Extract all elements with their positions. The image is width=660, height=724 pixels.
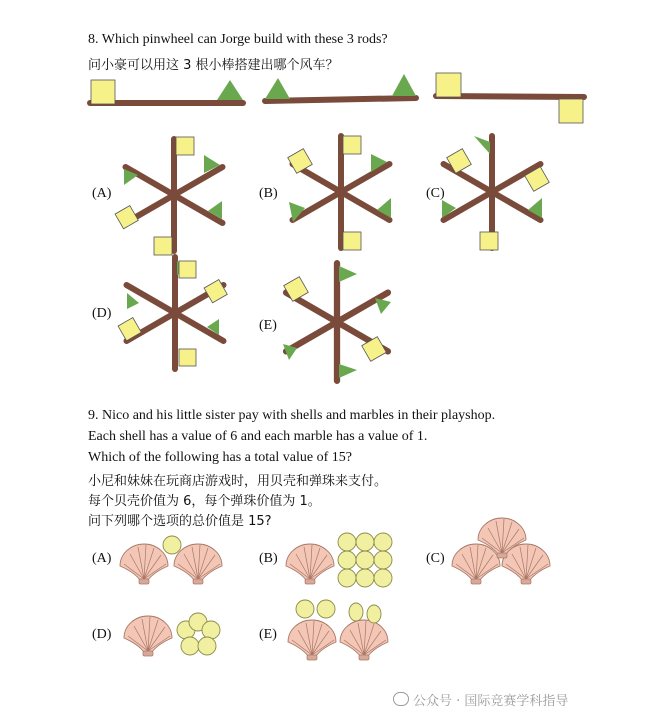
q9-question-line-3: Which of the following has a total value of 15? (88, 450, 352, 465)
q9-question-zh-1: 小尼和妹妹在玩商店游戏时，用贝壳和弹珠来支付。 (88, 474, 388, 489)
watermark (393, 690, 568, 709)
q9-option-e[interactable]: (E) (259, 627, 277, 642)
q9-question-line-1: 9. Nico and his little sister pay with shells and marbles in their playshop. (88, 408, 496, 423)
q8-option-c[interactable]: (C) (426, 186, 445, 201)
q9-option-c[interactable]: (C) (426, 551, 445, 566)
shells-option-c (452, 518, 550, 584)
q9-question-zh-2: 每个贝壳价值为 6，每个弹珠价值为 1。 (88, 494, 321, 509)
shells-option-e (288, 600, 388, 660)
q8-option-b[interactable]: (B) (259, 186, 278, 201)
q9-question-line-2: Each shell has a value of 6 and each marble has a value of 1. (88, 429, 428, 444)
watermark-text: 公众号 · 国际竞赛学科指导 (413, 694, 569, 709)
shells-option-b (286, 533, 392, 587)
q9-option-d[interactable]: (D) (92, 627, 112, 642)
shells-option-a (120, 536, 222, 584)
q8-question-zh: 问小豪可以用这 3 根小棒搭建出哪个风车？ (88, 58, 339, 73)
q8-question-en: 8. Which pinwheel can Jorge build with these 3 rods? (88, 32, 388, 47)
q9-option-a[interactable]: (A) (92, 551, 112, 566)
q9-option-b[interactable]: (B) (259, 551, 278, 566)
q9-question-zh-3: 问下列哪个选项的总价值是 15? (88, 514, 272, 529)
shells-option-d (124, 613, 220, 656)
q8-option-a[interactable]: (A) (92, 186, 112, 201)
q8-option-d[interactable]: (D) (92, 306, 112, 321)
q8-option-e[interactable]: (E) (259, 318, 277, 333)
wechat-icon (393, 692, 409, 706)
